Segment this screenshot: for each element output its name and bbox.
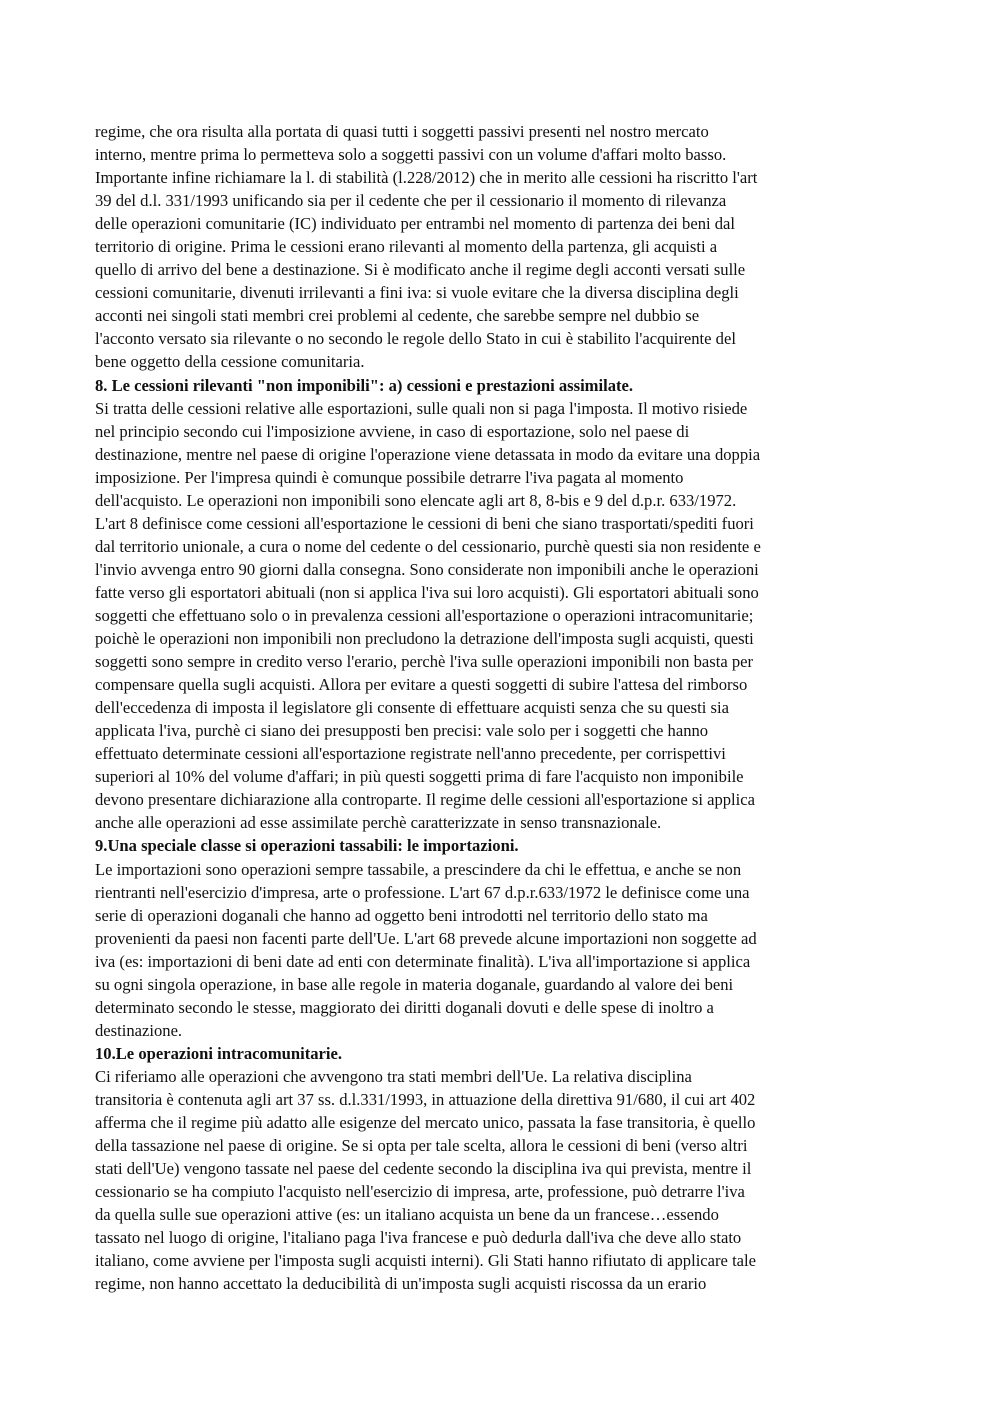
text-line: poichè le operazioni non imponibili non precludono la detrazione dell'imposta sugli acquisti, questi [95,629,754,649]
text-line: dell'acquisto. Le operazioni non imponibili sono elencate agli art 8, 8-bis e 9 del d.p.r. 633/1972. [95,490,737,510]
text-line: L'art 8 definisce come cessioni all'esportazione le cessioni di beni che siano trasportati/spediti fuori [95,513,754,533]
text-line: nel principio secondo cui l'imposizione avviene, in caso di esportazione, solo nel paese di [95,421,690,441]
text-line: delle operazioni comunitarie (IC) individuato per entrambi nel momento di partenza dei beni dal [95,214,736,234]
text-line: soggetti sono sempre in credito verso l'erario, perchè l'iva sulle operazioni imponibili non basta per [95,652,754,672]
text-line: Si tratta delle cessioni relative alle esportazioni, sulle quali non si paga l'imposta. Il motivo risiede [95,398,748,418]
text-line: determinato secondo le stesse, maggiorato dei diritti doganali dovuti e delle spese di inoltro a [95,997,714,1017]
text-line: italiano, come avviene per l'imposta sugli acquisti interni). Gli Stati hanno rifiutato di applicare tale [95,1251,757,1271]
text-line: superiori al 10% del volume d'affari; in più questi soggetti prima di fare l'acquisto non imponibile [95,767,744,787]
text-line: afferma che il regime più adatto alle esigenze del mercato unico, passata la fase transitoria, è quello [95,1113,756,1133]
text-line: della tassazione nel paese di origine. Se si opta per tale scelta, allora le cessioni di beni (verso altri [95,1136,748,1156]
text-line: anche alle operazioni ad esse assimilate perchè caratterizzate in senso transnazionale. [95,813,662,833]
text-line: transitoria è contenuta agli art 37 ss. d.l.331/1993, in attuazione della direttiva 91/680, il cui art 402 [95,1089,756,1109]
text-line: applicata l'iva, purchè ci siano dei presupposti ben precisi: vale solo per i soggetti che hanno [95,721,709,741]
text-line: Importante infine richiamare la l. di stabilità (l.228/2012) che in merito alle cessioni ha riscritto l'art [95,168,758,188]
text-line: devono presentare dichiarazione alla controparte. Il regime delle cessioni all'esportazione si applica [95,790,755,810]
text-line: destinazione, mentre nel paese di origine l'operazione viene detassata in modo da evitare una doppia [95,444,761,464]
text-line: regime, che ora risulta alla portata di quasi tutti i soggetti passivi presenti nel nostro mercato [95,122,709,141]
section-heading [95,374,915,397]
text-line: 39 del d.l. 331/1993 unificando sia per il cedente che per il cessionario il momento di rilevanza [95,191,727,211]
text-line: l'acconto versato sia rilevante o no secondo le regole dello Stato in cui è stabilito l'acquirente del [95,329,736,349]
text-line: bene oggetto della cessione comunitaria. [95,352,365,372]
text-line: Le importazioni sono operazioni sempre tassabile, a prescindere da chi le effettua, e anche se non [95,859,742,879]
heading-line: 10.Le operazioni intracomunitarie. [95,1043,343,1063]
text-line: soggetti che effettuano solo o in prevalenza cessioni all'esportazione o operazioni intracomunitarie; [95,605,754,625]
text-line: Ci riferiamo alle operazioni che avvengono tra stati membri dell'Ue. La relativa disciplina [95,1066,692,1086]
text-line: iva (es: importazioni di beni date ad enti con determinate finalità). L'iva all'importazione si applica [95,951,751,971]
paragraph [95,1065,915,1295]
text-line: provenienti da paesi non facenti parte dell'Ue. L'art 68 prevede alcune importazioni non soggette ad [95,928,757,948]
paragraph [95,858,915,1042]
text-line: l'invio avvenga entro 90 giorni dalla consegna. Sono considerate non imponibili anche le operazioni [95,559,759,579]
text-line: destinazione. [95,1020,183,1040]
text-line: rientranti nell'esercizio d'impresa, arte o professione. L'art 67 d.p.r.633/1972 le definisce come una [95,882,750,902]
text-line: dell'eccedenza di imposta il legislatore gli consente di effettuare acquisti senza che su questi sia [95,698,729,718]
text-line: interno, mentre prima lo permetteva solo a soggetti passivi con un volume d'affari molto basso. [95,145,727,165]
text-line: da quella sulle sue operazioni attive (es: un italiano acquista un bene da un francese…essendo [95,1205,719,1225]
text-line: regime, non hanno accettato la deducibilità di un'imposta sugli acquisti riscossa da un erario [95,1274,707,1294]
heading-line: 8. Le cessioni rilevanti "non imponibili": a) cessioni e prestazioni assimilate. [95,375,634,395]
text-line: fatte verso gli esportatori abituali (non si applica l'iva sui loro acquisti). Gli esportatori abituali sono [95,582,759,602]
document-page [95,120,915,1295]
heading-line: 9.Una speciale classe si operazioni tassabili: le importazioni. [95,836,519,856]
text-line: effettuato determinate cessioni all'esportazione registrate nell'anno precedente, per corrispettivi [95,744,726,764]
text-line: quello di arrivo del bene a destinazione. Si è modificato anche il regime degli acconti versati sulle [95,260,746,280]
text-line: tassato nel luogo di origine, l'italiano paga l'iva francese e può dedurla dall'iva che deve allo stato [95,1228,742,1248]
text-line: acconti nei singoli stati membri crei problemi al cedente, che sarebbe sempre nel dubbio se [95,306,700,326]
section-heading [95,834,915,857]
text-line: cessionario se ha compiuto l'acquisto nell'esercizio di impresa, arte, professione, può detrarre l'iva [95,1182,745,1202]
paragraph [95,120,915,374]
text-line: dal territorio unionale, a cura o nome del cedente o del cessionario, purchè questi sia non residente e [95,536,761,556]
text-line: territorio di origine. Prima le cessioni erano rilevanti al momento della partenza, gli acquisti a [95,237,718,257]
text-line: compensare quella sugli acquisti. Allora per evitare a questi soggetti di subire l'attesa del rimborso [95,675,748,695]
text-line: cessioni comunitarie, divenuti irrilevanti a fini iva: si vuole evitare che la diversa disciplina degli [95,283,739,303]
text-line: su ogni singola operazione, in base alle regole in materia doganale, guardando al valore dei beni [95,974,734,994]
text-line: serie di operazioni doganali che hanno ad oggetto beni introdotti nel territorio dello stato ma [95,905,708,925]
paragraph [95,397,915,835]
text-line: imposizione. Per l'impresa quindi è comunque possibile detrarre l'iva pagata al momento [95,467,684,487]
text-line: stati dell'Ue) vengono tassate nel paese del cedente secondo la disciplina iva qui prevista, mentre il [95,1159,752,1179]
section-heading [95,1042,915,1065]
